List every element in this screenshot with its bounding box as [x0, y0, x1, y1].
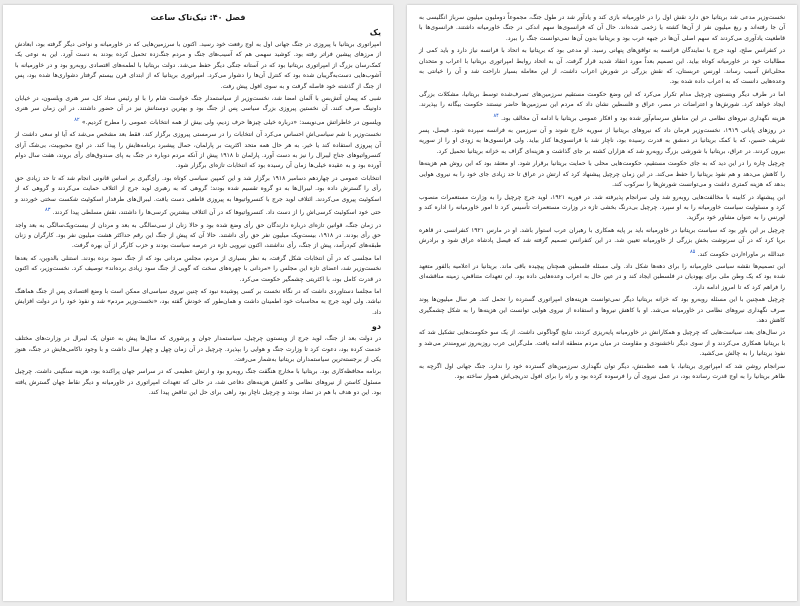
- paragraph: این تصمیم‌ها نقشه سیاسی خاورمیانه را برای دهه‌ها شکل داد. ولی مسئله فلسطین همچنان پیچیده باقی ماند. بریتانیا در اعلامیه بالفور متعهد شده بود که یک وطن ملی برای یهودیان در فلسطین ایجاد کند و در عین حال به اعراب وعده‌هایی داده بود. این تعهدات متناقض، زمینه مناقشه‌ای را فراهم کرد که تا امروز ادامه دارد.: [419, 262, 785, 291]
- section-heading-two: دو: [371, 322, 381, 332]
- footnote-marker[interactable]: ۸۲: [74, 116, 80, 123]
- paragraph: در دولت بعد از جنگ، لوید جرج از وینستون چرچیل، سیاستمدار جوان و پرشوری که سال‌ها پیش به عنوان یک لیبرال در وزارت‌های مختلف خدمت کرده بود، دعوت کرد تا وزارت جنگ و هوایی را بپذیرد. چرچیل در آن زمان چهل و چهار سال داشت و با وجود ناکامی‌هایش در جنگ، هنوز یکی از برجسته‌ترین سیاستمداران بریتانیا به‌شمار می‌رفت.: [15, 335, 381, 363]
- paragraph: چرچیل بر این باور بود که سیاست بریتانیا در خاورمیانه باید بر پایه همکاری با رهبران عرب استوار باشد. او در مارس ۱۹۲۱ کنفرانسی در قاهره برپا کرد که در آن سرنوشت بخش بزرگی از خاورمیانه تعیین شد. در این کنفرانس تصمیم گرفته شد که فیصل پادشاه عراق شود و برادرش عبدالله بر ماوراءاردن حکومت کند. $^{۸۵}$: [419, 226, 785, 258]
- paragraph: نخست‌وزیر با شم سیاسی‌اش احساس می‌کرد آن انتخابات را در سرمستی پیروزی برگزار کند. فقط بعد مشخص می‌شد که آیا او سعی داشت از آن پیروزی استفاده کند یا خیر. به هر حال همه متحد اکثریت بر پارلمان، حمال پیشبرد برنامه‌هایش را پیدا کند. در اوج محبوبیت، بی‌شک آرای کنسرواتیوهای جناح لیبرال را نیز به دست آورد. پارلمان تا ۱۹۱۸ پیش از آنکه مردم دوباره در جنگ به پای صندوق‌های رأی بروند، هفت سال دوام آورده بود و به عقیده خیلی‌ها زمان آن رسیده بود که انتخابات تازه‌ای برگزار شود.: [15, 131, 381, 170]
- paragraph: در روزهای پایانی ۱۹۱۹، نخست‌وزیر فرمان داد که نیروهای بریتانیا از سوریه خارج شوند و آن سرزمین به فرانسه سپرده شود. فیصل، پسر شریف حسین، که با کمک بریتانیا در دمشق به قدرت رسیده بود، ناچار شد با فرانسوی‌ها کنار بیاید. ولی فرانسوی‌ها به زودی او را از سوریه بیرون کردند. در عراق، بریتانیا با شورشی بزرگ روبه‌رو شد که هزاران کشته بر جای گذاشت و هزینه‌ای گزاف به خزانه بریتانیا تحمیل کرد.: [419, 127, 785, 155]
- paragraph: نخست‌وزیر مدعی شد بریتانیا حق دارد نقش اول را در خاورمیانه بازی کند و یادآور شد در طول جنگ، مجموعاً دوملیون میلیون سرباز انگلیسی به آن جا رفته‌اند و ربع میلیون نفر از آن‌ها کشته یا زخمی شده‌اند. حال آن که فرانسوی‌ها سهم اندکی در جنگ خاورمیانه داشتند. فرانسوی‌ها با قاطعیت یادآوری می‌کردند که سهم اصلی آن‌ها در جبهه غرب بود و بریتانیا بدون آن‌ها نمی‌توانست جنگ را ببرد.: [419, 14, 785, 42]
- paragraph: امپراتوری بریتانیا با پیروزی در جنگ جهانی اول به اوج رفعت خود رسید. اکنون با سرزمین‌هایی که در خاورمیانه و نواحی دیگر گرفته بود، ابعادش از مرزهای پیشین فراتر رفته بود. کوشید سهمی هم که آسیب‌های جنگ و مردم جنگ‌زده تحمیل کرده بودند به دست آورد. این به نوعی یک کمک‌رسان بزرگ از امپراتوری بریتانیا بود که در آستانه جنگی دیگر حفظ می‌شد. دولت بریتانیا با لطمه‌های اقتصادی روبه‌رو بود و در خاورمیانه با آشوب‌هایی دست‌به‌گریبان شده بود که کنترل آن‌ها را دشوار می‌کرد. امپراتوری بریتانیا که از ابتدای قرن بیستم گرفتار دشواری‌ها شده بود، پس از جنگ از گذشته خود فاصله گرفت و به سوی افول پیش رفت.: [15, 41, 381, 90]
- paragraph: در کنفرانس صلح، لوید جرج با نمایندگان فرانسه به توافق‌های پنهانی رسید. او مدعی بود که بریتانیا به اتحاد با فرانسه نیاز دارد و باید کمی از مطالبات خود در خاورمیانه کوتاه بیاید. این تصمیم بعداً مورد انتقاد شدید قرار گرفت. آن به اتحاد روابط امپراتوری بریتانیا با اعراب و متحدان محلی‌اش آسیب رساند. لورنس عربستان، که نقش بزرگی در شورش اعراب داشت، از این معامله بسیار ناراحت شد و آن را خیانتی به وعده‌هایی دانست که به اعراب داده شده بود.: [419, 47, 785, 86]
- paragraph: چرچیل همچنین با این مسئله روبه‌رو بود که خزانه بریتانیا دیگر نمی‌توانست هزینه‌های امپراتوری گسترده را تحمل کند. هر سال میلیون‌ها پوند صرف نگهداری نیروهای نظامی در خاورمیانه می‌شد. او با کاهش نیروها و استفاده از نیروی هوایی توانست این هزینه‌ها را به شکل چشمگیری کاهش دهد.: [419, 296, 785, 324]
- paragraph: انتخابات عمومی در چهاردهم دسامبر ۱۹۱۸ برگزار شد و این کمپین سیاسی کوتاه بود. رأی‌گیری بر اساس قانونی انجام شد که تا حد زیادی حق رأی را گسترش داده بود. لیبرال‌ها به دو گروه تقسیم شده بودند: گروهی که به رهبری لوید جرج از ائتلاف حمایت می‌کردند و گروهی که از اسکوئیث پیروی می‌کردند. ائتلاف لوید جرج با کنسرواتیوها به پیروزی قاطعی دست یافت. لیبرال‌های طرفدار اسکوئیث شکست سختی خوردند و حتی خود اسکوئیث کرسی‌اش را از دست داد. کنسرواتیوها که در آن ائتلاف بیشترین کرسی‌ها را داشتند، نقش مسلطی پیدا کردند. $^{۸۳}$: [15, 174, 382, 217]
- footnote-marker[interactable]: ۸۳: [45, 207, 51, 214]
- paragraph: اما مجلسی که در آن انتخابات شکل گرفت، به نظر بسیاری از مردم، مجلس مردانی بود که از جنگ سود برده بودند. استنلی بالدوین، که بعدها نخست‌وزیر شد، اعضای تازه این مجلس را «مردانی با چهره‌های سخت که گویی از جنگ سود زیادی برده‌اند» توصیف کرد. نخست‌وزیر، که اکنون در قدرت کامل بود، با اکثریتی چشمگیر حکومت می‌کرد.: [15, 254, 381, 283]
- chapter-title: فصل ۴۰: تیک‌تاک ساعت: [150, 13, 246, 22]
- paragraph: این پیشنهاد در کابینه با مخالفت‌هایی روبه‌رو شد ولی سرانجام پذیرفته شد. در فوریه ۱۹۲۱، لوید جرج چرچیل را به وزارت مستعمرات منصوب کرد و مسئولیت سیاست خاورمیانه را به او سپرد. چرچیل بی‌درنگ بخشی تازه در وزارت مستعمرات تأسیس کرد تا امور خاورمیانه را اداره کند و لورنس را به عنوان مشاور خود برگزید.: [419, 193, 786, 222]
- left-page: [3, 5, 393, 601]
- paragraph: چرچیل چاره را در این دید که به جای حکومت مستقیم، حکومت‌هایی محلی با حمایت بریتانیا برقرار شود. او معتقد بود که این روش هم هزینه‌ها را کاهش می‌دهد و هم نفوذ بریتانیا را حفظ می‌کند. در این زمان چرچیل پیشنهاد کرد که ارتش در عراق تا حد زیادی جای خود را به نیروی هوایی بدهد که هزینه کمتری داشت و می‌توانست شورش‌ها را سرکوب کند.: [419, 160, 785, 189]
- paragraph: در زمان جنگ، قوانین تازه‌ای درباره دارندگان حق رأی وضع شده بود و حالا زنان از سی‌سالگی به بعد و مردان از بیست‌ویک‌سالگی به بعد واجد حق رأی بودند. در ۱۹۱۸، بیست‌ویک میلیون نفر حق رأی داشتند. حالا آن که پیش از جنگ این رقم حداکثر هشت میلیون نفر بود. کارگران و زنان طبقه‌های کم‌درآمد، پیش از جنگ، رأی نداشتند، اکنون نیرویی تازه در عرصه سیاست بودند و حزب کارگر از آن بهره گرفت.: [15, 221, 381, 250]
- footnote-marker[interactable]: ۸۴: [493, 112, 499, 119]
- paragraph: شبی که پیمان آتش‌بس با آلمان امضا شد، نخست‌وزیر از سیاستمدار جنگ خواست شام را با او رئیس ستاد کل، سر هنری ویلسون، در خیابان داونینگ صرف کنند. آن نخستین پیروزی بزرگ سیاسی پس از جنگ بود و بهترین دوستانش نیز در آن حضور داشتند. در این زمان سر هنری ویلسون در خاطراتش می‌نویسد: «درباره خیلی چیزها حرف زدیم، ولی بیش از همه انتخابات عمومی را مطرح کردیم.» $^{۸۲}$: [15, 95, 381, 126]
- section-heading-one: یک: [369, 28, 381, 37]
- paragraph: اما مجلسا دستاوردی داشت که در نگاه نخست بر کسی پوشیده نبود که چنین نیروی سیاسی‌ای ممکن است با وضع اقتصادی پس از جنگ هماهنگ نباشد. ولی لوید جرج به محاسبات خود اطمینان داشت و همان‌طور که خودش گفته بود، «نخست‌وزیر مردم» شد و نفوذ خود را در دولت افزایش داد.: [15, 287, 381, 316]
- paragraph: در سال‌های بعد، سیاست‌هایی که چرچیل و همکارانش در خاورمیانه پایه‌ریزی کردند، نتایج گوناگونی داشت. از یک سو حکومت‌هایی تشکیل شد که با بریتانیا همکاری می‌کردند و از سوی دیگر ناخشنودی و مقاومت در میان مردم منطقه ادامه یافت. ملی‌گرایی عرب روزبه‌روز نیرومندتر می‌شد و نفوذ بریتانیا را به چالش می‌کشید.: [419, 329, 785, 358]
- paragraph: اما در طرف دیگر وینستون چرچیل مدام تکرار می‌کرد که این وضع حکومت مستقیم سرزمین‌های تصرف‌شده توسط بریتانیا، مشکلات بزرگی ایجاد خواهد کرد. شورش‌ها و اعتراضات در مصر، عراق و فلسطین نشان داد که مردم این سرزمین‌ها حاضر نیستند حکومت بیگانه را بپذیرند. هزینه نگهداری نیروهای نظامی در این مناطق سرسام‌آور شده بود و افکار عمومی بریتانیا با ادامه آن مخالف بود. $^{۸۴}$: [419, 90, 785, 122]
- footnote-marker[interactable]: ۸۵: [689, 248, 696, 255]
- right-page: [407, 5, 797, 601]
- paragraph: سرانجام روشن شد که امپراتوری بریتانیا، با همه عظمتش، دیگر توان نگهداری سرزمین‌های گسترده خود را ندارد. جنگ جهانی اول اگرچه به ظاهر بریتانیا را به اوج قدرت رسانده بود، در عمل نیروی آن را فرسوده کرده بود و راه را برای افول تدریجی‌اش هموار ساخته بود.: [419, 362, 785, 380]
- paragraph: برنامه محافظه‌کاری بود. بریتانیا با مخارج هنگفت جنگ روبه‌رو بود و ارتش عظیمی که در سراسر جهان پراکنده بود، هزینه سنگینی داشت. چرچیل مسئول کاستن از نیروهای نظامی و کاهش هزینه‌های دفاعی شد، در حالی که تعهدات امپراتوری در خاورمیانه و دیگر نقاط جهان گسترش یافته بود. این دو هدف با هم در تضاد بودند و چرچیل ناچار بود راهی برای حل این تناقض پیدا کند.: [15, 368, 381, 397]
